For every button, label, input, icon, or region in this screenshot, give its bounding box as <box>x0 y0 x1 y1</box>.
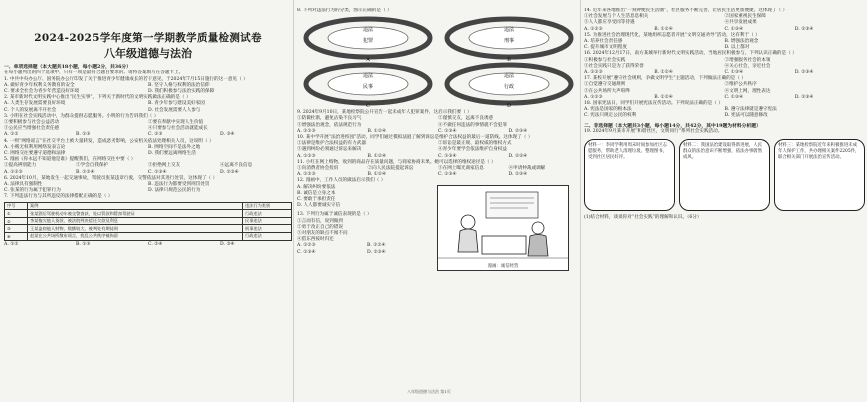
statement: ③增强法治观念，依法规范行为 <box>297 122 362 128</box>
question-12-options-stack <box>297 185 437 271</box>
question-12: 12. 漫画中，工作人员的做法启示我们（ ） <box>297 178 386 184</box>
option[interactable]: B. ①②④ <box>367 172 387 178</box>
table-row <box>5 233 292 241</box>
option[interactable]: C. ①③④ <box>724 94 744 100</box>
material-boxes <box>584 139 865 211</box>
cartoon-drawing <box>438 186 568 270</box>
statement: ①要积极参与社会公益活动 <box>4 120 60 126</box>
statement: ④只要参与社会活动就能成长 <box>148 126 208 132</box>
ring-diagram-d <box>444 62 574 108</box>
table-cell: ① <box>5 210 28 218</box>
option[interactable]: A. 小贩无权利用网络发表言论 <box>4 144 66 150</box>
statement: ④申请仲裁或调解 <box>508 166 546 172</box>
option[interactable]: D. ②③④ <box>794 26 814 32</box>
table-cell: 民事违法 <box>243 217 292 225</box>
table-header-row <box>5 202 292 210</box>
exam-title: 2024-2025学年度第一学期教学质量检测试卷 <box>34 32 262 44</box>
table-cell: ③ <box>5 225 28 233</box>
question-3-options <box>4 132 292 138</box>
option[interactable]: C. 要求全社会为青少年营造良好环境 <box>4 89 80 95</box>
option[interactable]: B. 诚信是立身之本 <box>297 190 336 196</box>
ring-inner-label: 犯罪 <box>362 38 373 45</box>
question-13-options <box>297 250 437 256</box>
section-heading-2: 二、非选择题（本大题共3小题，每小题14分，共42分，其中19题为材料分析题） <box>584 122 761 129</box>
ring-outer-label: 违法 <box>503 27 514 34</box>
option[interactable]: D. ③④ <box>220 241 235 247</box>
ring-letter: B <box>506 57 511 63</box>
column-left <box>4 8 292 396</box>
option[interactable]: A. 宪法是国家的根本法 <box>584 107 632 113</box>
option[interactable]: C. 个人的发展离不开社会 <box>4 107 57 113</box>
case-table <box>4 202 292 241</box>
question-3: 3. 小明在社会实践活动中，为群众提供志愿服务。小明的行为告诉我们（ ） <box>4 113 159 119</box>
option[interactable]: B. 遵守法律就是遵守宪法 <box>724 107 777 113</box>
statement: ①向消费者协会投诉 <box>297 166 339 172</box>
question-7-options <box>4 242 292 248</box>
option[interactable]: C. 张某的行为属于犯罪行为 <box>4 188 61 194</box>
ring-inner-label: 民事 <box>362 84 373 91</box>
question-2: 2. 某市新时代文明实践中心推出“民生实事”，下列关于新时代的文明实践做法正确的是（ ） <box>4 95 191 101</box>
question-11: 11. 小红在网上购物，收到的商品存在质量问题，与商家协商未果。她可以选择的维权途径是（ ） <box>297 159 496 165</box>
question-7: 7. 下列违法行为与其所违反的法律搭配正确的是（ ） <box>4 194 113 200</box>
exam-subject: 八年级道德与法治 <box>104 47 192 60</box>
table-cell: 刑事违法 <box>243 225 292 233</box>
statement: ③对朋友的缺点不闻不问 <box>297 231 348 237</box>
cartoon-caption: 漫画：诚信经营 <box>487 263 519 269</box>
option[interactable]: B. ①③ <box>76 132 91 138</box>
table-header: 违法行为类别 <box>243 202 292 210</box>
option[interactable]: C. ①③④ <box>438 172 457 178</box>
question-18-options <box>584 113 865 119</box>
option[interactable]: A. 做好青少年权利义务教育的安全 <box>4 82 75 88</box>
option[interactable]: D. ②③④ <box>508 172 528 178</box>
question-17: 17. 某校开展“遵守社会规则，争做文明学生”主题活动，下列做法正确的是（ ） <box>584 76 746 82</box>
statement: ①言而有信，说到做到 <box>297 218 343 224</box>
option[interactable]: C. ①③④ <box>297 249 316 255</box>
option[interactable]: D. ②③④ <box>508 153 528 159</box>
table-cell: 行政违法 <box>243 210 292 218</box>
ring-diagram-b <box>444 16 574 62</box>
statement: ③公民应当增强社会责任感 <box>4 126 60 132</box>
ring-diagram-c <box>303 62 433 108</box>
statement: ①社会发展与个人生活息息相关 <box>584 14 649 20</box>
question-10-options <box>297 154 579 160</box>
question-19-prompt: (1)结合材料，谈谈你对“社会实践”的理解和认识。（6分） <box>584 215 702 221</box>
section-heading: 一、单项选择题（本大题共18小题，每小题2分，共36分） <box>4 64 132 70</box>
option[interactable]: A. ①②③ <box>297 243 316 249</box>
option[interactable]: C. ①③④ <box>148 169 167 175</box>
option[interactable]: D. 我们要远离网络生活 <box>148 151 196 157</box>
statement: ④不做任何违法的事情就不会犯罪 <box>438 122 507 128</box>
table-cell: 赵某在公共场所散布谣言，扰乱公共秩序被拘留 <box>28 233 243 241</box>
option[interactable]: A. ①② <box>4 241 19 247</box>
option[interactable]: D. 以上都对 <box>724 45 750 51</box>
option[interactable]: B. ①②④ <box>654 26 673 32</box>
column-middle <box>297 8 579 396</box>
statement: ④青少年要学会依法维护自身权益 <box>438 147 507 153</box>
question-5-options <box>4 170 292 176</box>
table-cell: ② <box>5 217 28 225</box>
table-row <box>5 210 292 218</box>
statement: ②国家重视民生保障 <box>724 14 766 20</box>
question-15: 15. 为推进社会治理现代化，某地组织志愿者开展“文明交通劝导”活动，这有利于（ ） <box>584 32 760 38</box>
option[interactable]: A. 人类生存发展需要良好环境 <box>4 101 66 107</box>
option[interactable]: B. ①②④ <box>654 70 673 76</box>
material-box-1: 材料一：李同学利用周末时间参加社区志愿服务，帮助老人清理垃圾、整理图书，受到社区居民好评。 <box>584 139 675 211</box>
ring-outer-label: 违法 <box>362 27 373 34</box>
option[interactable]: A. ①②③ <box>297 172 316 178</box>
option[interactable]: B. ①②④ <box>367 153 387 159</box>
column-divider <box>293 0 294 402</box>
statement: ①自觉遵守交通规则 <box>584 82 626 88</box>
question-14-options <box>584 27 865 33</box>
ring-inner-label: 刑事 <box>503 38 514 45</box>
material-box-3: 材料三：某地检察院近年来积极推进未成年人保护工作，共办理相关案件2205件，联合相关部门开展法治宣传活动。 <box>774 139 865 211</box>
table-cell: 李某拖欠他人货款，被法院判决偿还欠款及利息 <box>28 217 243 225</box>
option[interactable]: C. 宪法只规定公民的权利 <box>584 113 637 119</box>
option[interactable]: B. ①②④ <box>654 94 673 100</box>
question-2-options <box>4 108 292 114</box>
ring-inner-label: 行政 <box>503 84 514 91</box>
option[interactable]: A. ①②③ <box>584 94 603 100</box>
question-10: 10. 某中学开展“法治进校园”活动，同学们通过模拟法庭了解到诉讼是维护合法权益的最后一道防线。这体现了（ ） <box>297 135 533 141</box>
option[interactable]: B. ①②④ <box>76 169 95 175</box>
statement: ②学会自我保护 <box>76 163 109 169</box>
statement: ④共享发展成果 <box>724 20 757 26</box>
statement: ②诉讼是最正规、最权威的维权方式 <box>438 141 512 147</box>
table-cell: 张某酒后驾驶机动车被交警查获，处以罚款和暂扣驾驶证 <box>28 210 243 218</box>
question-4: 4. 一则“网络谣言”在社交平台上被大量转发，造成恶劣影响，公安机关依法处理相关人员，这说明（ ） <box>4 138 214 144</box>
option[interactable]: D. 法律只规范公民的行为 <box>148 188 201 194</box>
page-number: 八年级道德与法治 第1页 <box>407 389 451 394</box>
option[interactable]: C. 要敢于承担责任 <box>297 197 336 203</box>
statement: ③拒绝网上交友 <box>148 163 181 169</box>
option[interactable]: D. ②③④ <box>508 128 528 134</box>
column-right <box>584 8 865 396</box>
statement: ①提高辨别能力 <box>4 163 37 169</box>
statement: ③遇到纠纷必须通过诉讼来解决 <box>297 147 362 153</box>
option[interactable]: C. ①③④ <box>724 70 744 76</box>
table-row <box>5 225 292 233</box>
option[interactable]: B. 增强法治观念 <box>724 39 759 45</box>
ring-letter: D <box>506 103 511 109</box>
statement: ②谨慎交友，远离不良诱惑 <box>438 116 494 122</box>
question-14: 14. 近年来各地推出“一刻钟便民生活圈”，社区服务不断完善，让居民生活更加便捷。这体现了（ ） <box>584 8 788 13</box>
statement: ③在公共场所大声喧哗 <box>584 88 630 94</box>
column-divider <box>580 0 581 402</box>
ring-diagram-a <box>303 16 433 62</box>
option[interactable]: C. ①③④ <box>438 128 457 134</box>
material-box-2: 材料二：我国法治建设取得新进展，人民群众的法治意识不断增强，依法办事蔚然成风。 <box>679 139 770 211</box>
option[interactable]: C. 提升城市文明程度 <box>584 45 628 51</box>
statement: ②维护公共秩序 <box>724 82 757 88</box>
ring-letter: C <box>365 103 370 109</box>
table-row <box>5 217 292 225</box>
ring-diagram-figure <box>297 16 579 108</box>
option[interactable]: C. ①③④ <box>438 153 457 159</box>
option[interactable]: B. 违法行为都要受到刑罚处罚 <box>148 182 210 188</box>
question-18: 18. 国家宪法日，同学们开展宪法宣传活动。下列说法正确的是（ ） <box>584 101 723 107</box>
option[interactable]: B. 坚守人格与权利的法治信仰 <box>148 82 210 88</box>
option[interactable]: A. ①②③ <box>297 153 316 159</box>
statement: ④远离不良信息 <box>220 163 253 169</box>
option[interactable]: B. ①②④ <box>367 128 387 134</box>
question-9: 9. 2024年9月10日，某地检察院公开宣告一起未成年人犯罪案件，这启示我们要（ ） <box>297 110 472 116</box>
question-6: 6. 2024年10月，某地发生一起交通事故，驾驶员张某违章行驶，交警依法对其进行处罚。这体现了（ ） <box>4 175 218 181</box>
table-cell: ④ <box>5 233 28 241</box>
table-header: 案例 <box>28 202 243 210</box>
option[interactable]: D. ③④ <box>220 132 235 138</box>
question-1: 1. 中共中央办公厅、国务院办公厅印发了关于推进青少年健康成长的若干意见，于2024年7月15日施行的这一意见（ ） <box>4 76 248 82</box>
option[interactable]: D. ②③④ <box>220 169 239 175</box>
statement: ③人人都应享受同等待遇 <box>584 20 635 26</box>
statement: ③社会实践只是为了获得荣誉 <box>584 63 644 69</box>
statement: ④借东西按时归还 <box>297 237 334 243</box>
option[interactable]: D. ②③④ <box>794 70 814 76</box>
statement: ③在网上曝光商家信息 <box>438 166 484 172</box>
option[interactable]: B. 青少年参与建设美好家园 <box>148 101 205 107</box>
option[interactable]: A. ①②③ <box>4 169 23 175</box>
option[interactable]: C. 网络交往要遵守道德和法律 <box>4 151 66 157</box>
statement: ②勇于改正自己的错误 <box>297 224 343 230</box>
option[interactable]: D. 社会发展需要人人参与 <box>148 107 201 113</box>
option[interactable]: A. ①②③ <box>584 70 603 76</box>
ring-outer-label: 违法 <box>362 73 373 80</box>
option[interactable]: D. 我们积极参与法治实践的保障 <box>148 89 215 95</box>
option[interactable]: A. ①② <box>4 132 19 138</box>
option[interactable]: A. ①②③ <box>584 26 603 32</box>
ring-letter: A <box>365 57 370 63</box>
question-13: 13. 下列行为属于诚信表现的是（ ） <box>297 212 372 218</box>
option[interactable]: D. 人人都要诚实守信 <box>297 203 341 209</box>
question-5: 5. 漫画《你永远不知道他是谁》提醒我们，在网络交往中要（ ） <box>4 157 136 163</box>
option[interactable]: C. ②④ <box>148 241 163 247</box>
table-cell: 王某盗窃他人财物，数额较大，被判处有期徒刑 <box>28 225 243 233</box>
option[interactable]: A. ①②③ <box>297 128 316 134</box>
option[interactable]: C. ①③④ <box>724 26 744 32</box>
statement: ①法律是维护合法权益的有力武器 <box>297 141 366 147</box>
option[interactable]: B. ①②④ <box>367 243 386 249</box>
option[interactable]: A. 培养社会责任感 <box>584 39 623 45</box>
option[interactable]: A. 解决纠纷要依法 <box>297 184 336 190</box>
statement: ②向人民法院提起诉讼 <box>367 166 414 172</box>
option[interactable]: D. 宪法可以随意修改 <box>724 113 768 119</box>
table-cell: 行政违法 <box>243 233 292 241</box>
option[interactable]: D. ②③④ <box>367 249 386 255</box>
table-header: 序号 <box>5 202 28 210</box>
ring-outer-label: 违法 <box>503 73 514 80</box>
question-16: 16. 2024年12月17日，南方某城举行新时代文明实践活动，当地居民积极参与，下列认识正确的是（ ） <box>584 51 797 57</box>
statement: ②增强服务社会的本领 <box>724 57 771 63</box>
cartoon-illustration <box>437 185 569 271</box>
statement: ②要在奉献中实现人生价值 <box>148 120 204 126</box>
option[interactable]: D. ②③④ <box>794 94 814 100</box>
question-8: 8. 下列对违法行为的分类，图示正确的是（ ） <box>297 8 392 13</box>
option[interactable]: C. ②③ <box>148 132 163 138</box>
option[interactable]: B. ①③ <box>76 241 91 247</box>
statement: ①防微杜渐，避免沾染不良习气 <box>297 116 362 122</box>
question-19: 19. 2024年9月某市开展“和谐社区，文明同行”系列社会实践活动。 <box>584 129 723 135</box>
statement: ①积极参与社会实践 <box>584 57 626 63</box>
question-12-block <box>297 185 579 271</box>
statement: ④文明上网，理性表达 <box>724 88 771 94</box>
option[interactable]: A. 法律具有强制性 <box>4 182 43 188</box>
option[interactable]: B. 网络空间不是法外之地 <box>148 144 201 150</box>
statement: ④关心社会，亲近社会 <box>724 63 771 69</box>
instructions: 在每小题列出的四个选项中，只有一项是最符合题目要求的。请将答案填写在答题卡上。 <box>4 70 184 76</box>
